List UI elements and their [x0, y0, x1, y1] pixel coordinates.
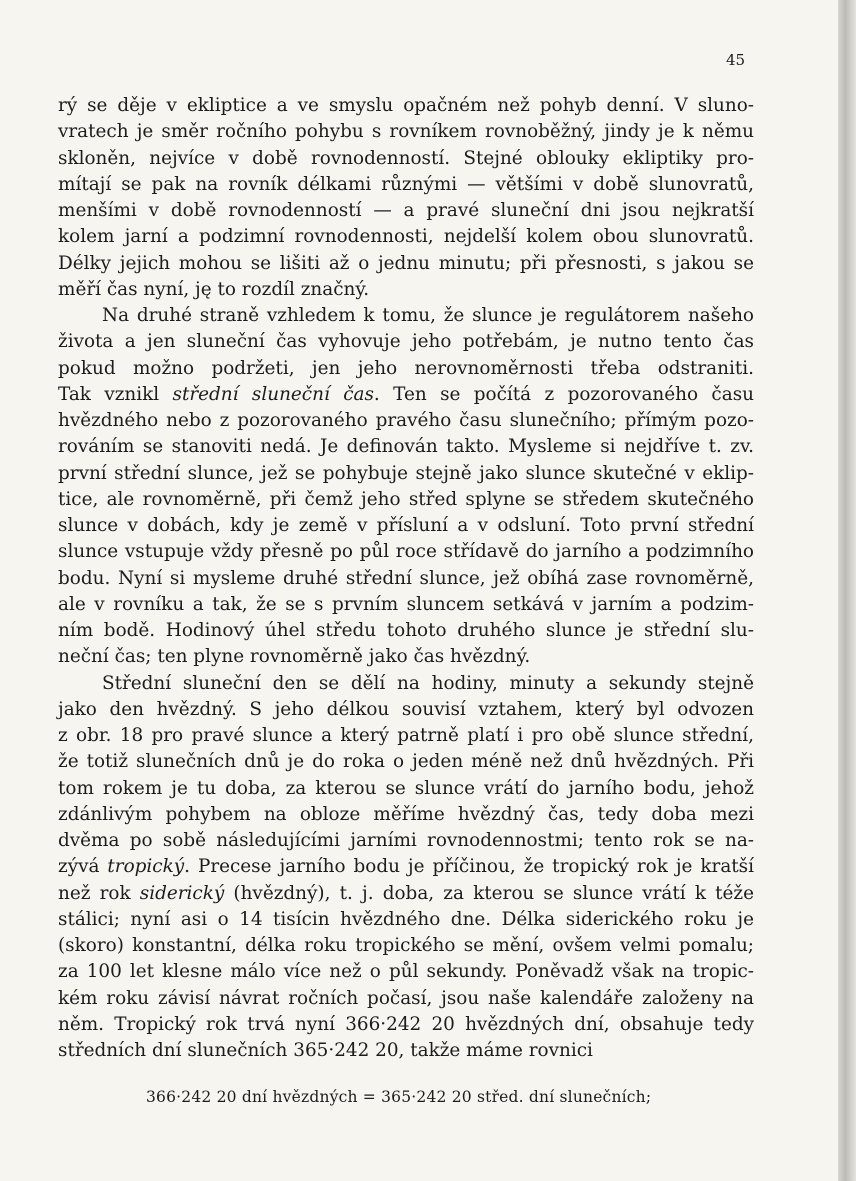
- line-part: . Precese jarního bodu je příčinou, že tropický rok je kratší: [184, 856, 754, 878]
- text-line: mítají se pak na rovník délkami různými — většími v době slunovratů,: [58, 173, 754, 195]
- text-line: první střední slunce, jež se pohybuje stejně jako slunce skutečné v eklip-: [58, 462, 754, 484]
- equation: 366·242 20 dní hvězdných = 365·242 20 střed. dní slunečních;: [146, 1088, 652, 1106]
- text-line: rý se děje v ekliptice a ve smyslu opačném než pohyb denní. V sluno-: [58, 95, 754, 116]
- text-line: Střední sluneční den se dělí na hodiny, minuty a sekundy stejně: [102, 672, 754, 694]
- text-line: [58, 854, 754, 880]
- text-line: že totiž slunečních dnů je do roka o jeden méně než dnů hvězdných. Při: [58, 751, 754, 773]
- text-line: menšími v době rovnodenností — a pravé sluneční dni jsou nejkratší: [58, 200, 754, 221]
- line-part: (hvězdný), t. j. doba, za kterou se slunce vrátí k téže: [224, 882, 754, 904]
- text-line: neční čas; ten plyne rovnoměrně jako čas hvězdný.: [58, 646, 531, 668]
- emphasis-term: střední sluneční čas: [172, 383, 374, 405]
- text-line: ním bodě. Hodinový úhel středu tohoto druhého slunce je střední slu-: [58, 620, 754, 641]
- text-line: něm. Tropický rok trvá nyní 366·242 20 hvězdných dní, obsahuje tedy: [58, 1013, 754, 1035]
- text-line: zdánlivým pohybem na obloze měříme hvězdný čas, tedy doba mezi: [58, 803, 754, 825]
- text-line: bodu. Nyní si mysleme druhé střední slunce, jež obíhá zase rovnoměrně,: [58, 567, 754, 589]
- line-part: Tak vznikl: [58, 383, 173, 405]
- text-line: vratech je směr ročního pohybu s rovníkem rovnoběžný, jindy je k němu: [58, 121, 754, 143]
- text-line: jako den hvězdný. S jeho délkou souvisí vztahem, který byl odvozen: [58, 698, 754, 720]
- text-line: tice, ale rovnoměrně, při čemž jeho střed splyne se středem skutečného: [58, 488, 754, 510]
- text-line: hvězdného nebo z pozorovaného pravého času slunečního; přímým pozo-: [58, 410, 754, 431]
- text-line: (skoro) konstantní, délka roku tropického se mění, ovšem velmi pomalu;: [58, 935, 754, 956]
- emphasis-term: siderický: [139, 882, 225, 904]
- page-edge: [838, 0, 856, 1181]
- text-line: slunce vstupuje vždy přesně po půl roce střídavě do jarního a podzimního: [58, 541, 754, 563]
- text-line: tom rokem je tu doba, za kterou se slunce vrátí do jarního bodu, jehož: [58, 777, 754, 799]
- text-line: Délky jejich mohou se lišiti až o jednu minutu; při přesnosti, s jakou se: [58, 252, 754, 274]
- line-part: . Ten se počítá z pozorovaného času: [373, 383, 754, 405]
- text-line: měří čas nyní, ję to rozdíl značný.: [58, 278, 370, 300]
- emphasis-term: tropický: [107, 856, 185, 878]
- text-line: za 100 let klesne málo více než o půl sekundy. Poněvadž však na tropic-: [58, 961, 754, 983]
- text-line: stálici; nyní asi o 14 tisícin hvězdného dne. Délka siderického roku je: [58, 908, 754, 930]
- text-line: rováním se stanoviti nedá. Je definován takto. Mysleme si nejdříve t. zv.: [58, 436, 754, 458]
- text-line: dvěma po sobě následujícími jarními rovnodennostmi; tento rok se na-: [58, 830, 754, 851]
- line-part: zývá: [58, 856, 108, 878]
- body-text: [58, 93, 754, 1064]
- text-line: kolem jarní a podzimní rovnodennosti, nejdelší kolem obou slunovratů.: [58, 226, 754, 248]
- text-line: slunce v dobách, kdy je země v přísluní a v odsluní. Toto první střední: [58, 515, 754, 536]
- text-line: kém roku závisí návrat ročních počasí, jsou naše kalendáře založeny na: [58, 987, 754, 1009]
- text-line: života a jen sluneční čas vyhovuje jeho potřebám, je nutno tento čas: [58, 331, 754, 353]
- text-line: Na druhé straně vzhledem k tomu, že slunce je regulátorem našeho: [102, 305, 754, 326]
- text-line: [58, 881, 754, 907]
- text-line: z obr. 18 pro pravé slunce a který patrně platí i pro obě slunce střední,: [58, 725, 754, 746]
- text-line: [58, 382, 754, 408]
- text-line: ale v rovníku a tak, že se s prvním sluncem setkává v jarním a podzim-: [58, 593, 754, 615]
- text-line: pokud možno podržeti, jen jeho nerovnoměrnosti třeba odstraniti.: [58, 357, 754, 379]
- text-line: skloněn, nejvíce v době rovnodenností. Stejné oblouky ekliptiky pro-: [58, 147, 754, 169]
- text-line: středních dní slunečních 365·242 20, takže máme rovnici: [58, 1040, 593, 1061]
- line-part: než rok: [58, 882, 140, 904]
- page-number: 45: [726, 51, 746, 69]
